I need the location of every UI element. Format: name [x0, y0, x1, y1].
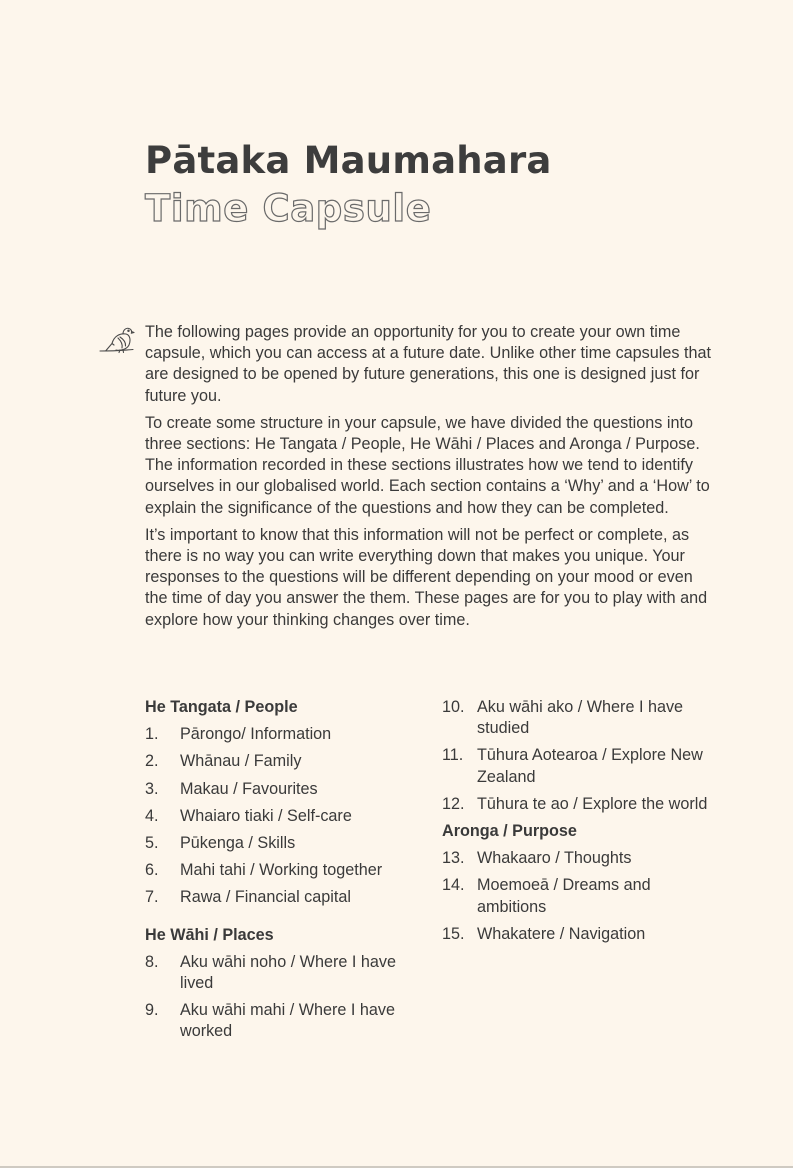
toc-item-number: 15.: [442, 924, 465, 943]
toc-column-right: [442, 697, 717, 951]
toc-section-heading-people: He Tangata / People: [145, 698, 298, 716]
toc-item-number: 3.: [145, 779, 159, 798]
toc-item: [145, 833, 420, 854]
toc-item-label: Moemoeā / Dreams and ambitions: [477, 876, 651, 916]
toc-section-heading-purpose: Aronga / Purpose: [442, 822, 577, 841]
toc-item-label: Whakatere / Navigation: [477, 924, 646, 943]
toc-item: [145, 1000, 420, 1042]
toc-section-heading-places: He Wāhi / Places: [145, 925, 274, 944]
toc-column-left: [145, 697, 420, 1049]
toc-item-number: 8.: [145, 952, 159, 971]
toc-item-number: 7.: [145, 888, 159, 907]
toc-item-number: 4.: [145, 806, 159, 825]
toc-item: [442, 697, 717, 739]
toc-item-label: Tūhura te ao / Explore the world: [477, 794, 708, 813]
toc-item: [442, 794, 717, 815]
toc-item-number: 12.: [442, 794, 465, 813]
toc-item-number: 1.: [145, 725, 159, 744]
toc-item: [442, 745, 717, 787]
toc-item-label: Aku wāhi mahi / Where I have worked: [180, 1001, 396, 1041]
toc-item-label: Aku wāhi ako / Where I have studied: [477, 698, 684, 738]
toc-item: [442, 875, 717, 917]
toc-item-label: Aku wāhi noho / Where I have lived: [180, 952, 396, 993]
toc-item: [145, 952, 420, 994]
toc-item: [442, 924, 717, 945]
toc-item: [145, 724, 420, 745]
toc-item: [145, 779, 420, 800]
intro-paragraph: To create some structure in your capsule, we have divided the questions into three sections: He Tangata / People, He Wāhi / Places and Aronga / Purpose. The information recorded in these sections illustrates how we tend to identify ourselves in our globalised world. Each section contains a ‘Why’ and a ‘How’ to explain the significance of the questions and how they can be completed.: [145, 413, 710, 517]
toc-item-number: 9.: [145, 1001, 159, 1020]
toc-item-label: Tūhura Aotearoa / Explore New Zealand: [477, 746, 703, 786]
toc-item-label: Makau / Favourites: [180, 779, 318, 798]
toc-item-label: Whaiaro tiaki / Self-care: [180, 806, 352, 825]
page-subtitle: Time Capsule: [145, 187, 432, 230]
toc-item-label: Rawa / Financial capital: [180, 888, 351, 907]
toc-item-number: 13.: [442, 849, 465, 868]
title-block: [145, 138, 552, 234]
toc-item: [442, 848, 717, 869]
toc-item-label: Whānau / Family: [180, 752, 302, 771]
toc-item: [145, 887, 420, 908]
toc-item-label: Pārongo/ Information: [180, 725, 332, 744]
toc-item: [145, 806, 420, 827]
toc-item: [145, 860, 420, 881]
page-title: Pātaka Maumahara: [145, 139, 552, 182]
intro-paragraph: The following pages provide an opportunity for you to create your own time capsule, which you can access at a future date. Unlike other time capsules that are designed to be opened by future generations, this one is designed just for future you.: [145, 323, 711, 405]
toc-item-label: Whakaaro / Thoughts: [477, 849, 632, 868]
intro-text: [145, 322, 715, 637]
toc-item-label: Pūkenga / Skills: [180, 834, 296, 853]
toc-item-number: 11.: [442, 746, 464, 765]
intro-paragraph: It’s important to know that this information will not be perfect or complete, as there is no way you can write everything down that makes you unique. Your responses to the questions will be different depending on your mood or even the time of day you answer the them. These pages are for you to play with and explore how your thinking changes over time.: [145, 525, 708, 629]
toc-item-number: 5.: [145, 834, 159, 853]
toc-item-number: 14.: [442, 876, 465, 895]
toc-item-number: 6.: [145, 861, 159, 880]
toc-item-number: 10.: [442, 698, 465, 716]
toc-item: [145, 751, 420, 772]
bird-icon: [99, 322, 135, 358]
toc-item-number: 2.: [145, 752, 159, 771]
toc-item-label: Mahi tahi / Working together: [180, 861, 383, 880]
